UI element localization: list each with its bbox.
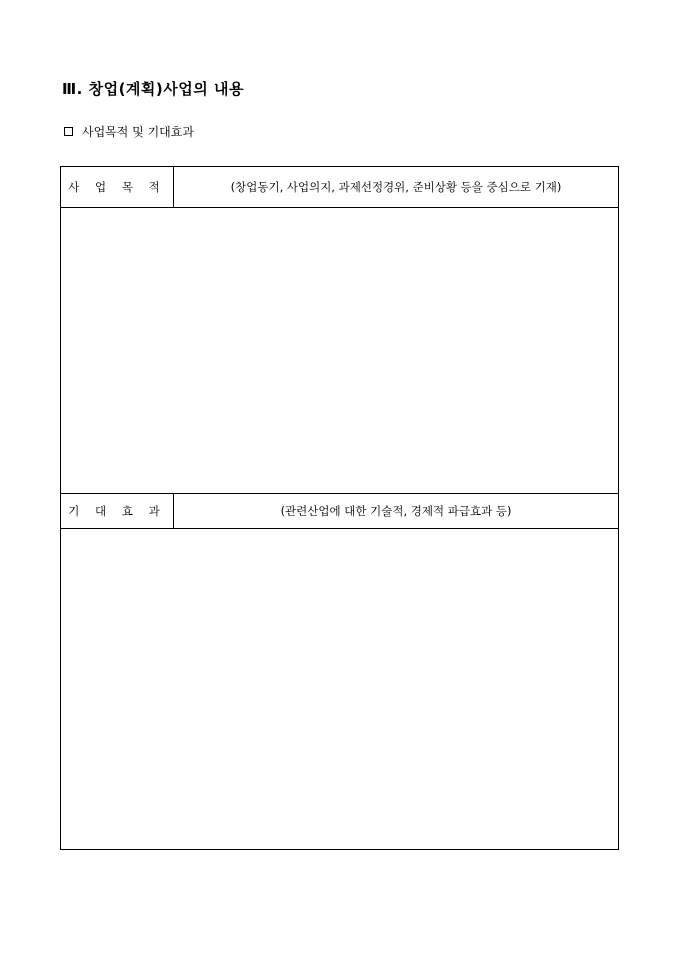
effect-label: 기 대 효 과 [68,504,166,518]
effect-label-cell [61,494,174,529]
purpose-hint: (창업동기, 사업의지, 과제선정경위, 준비상황 등을 중심으로 기재) [230,180,562,194]
effect-hint-cell [174,494,619,529]
effect-hint: (관련산업에 대한 기술적, 경제적 파급효과 등) [280,504,512,518]
purpose-content-area[interactable] [61,208,619,494]
subsection-heading [64,123,194,140]
checkbox-icon [64,127,73,136]
section-title: Ⅲ. 창업(계획)사업의 내용 [62,80,244,98]
effect-content-area[interactable] [61,529,619,850]
purpose-label-cell [61,167,174,208]
effect-header-row [61,494,619,529]
business-content-table [60,166,619,850]
purpose-hint-cell [174,167,619,208]
purpose-header-row [61,167,619,208]
purpose-label: 사 업 목 적 [68,180,166,194]
subsection-label: 사업목적 및 기대효과 [82,125,194,139]
